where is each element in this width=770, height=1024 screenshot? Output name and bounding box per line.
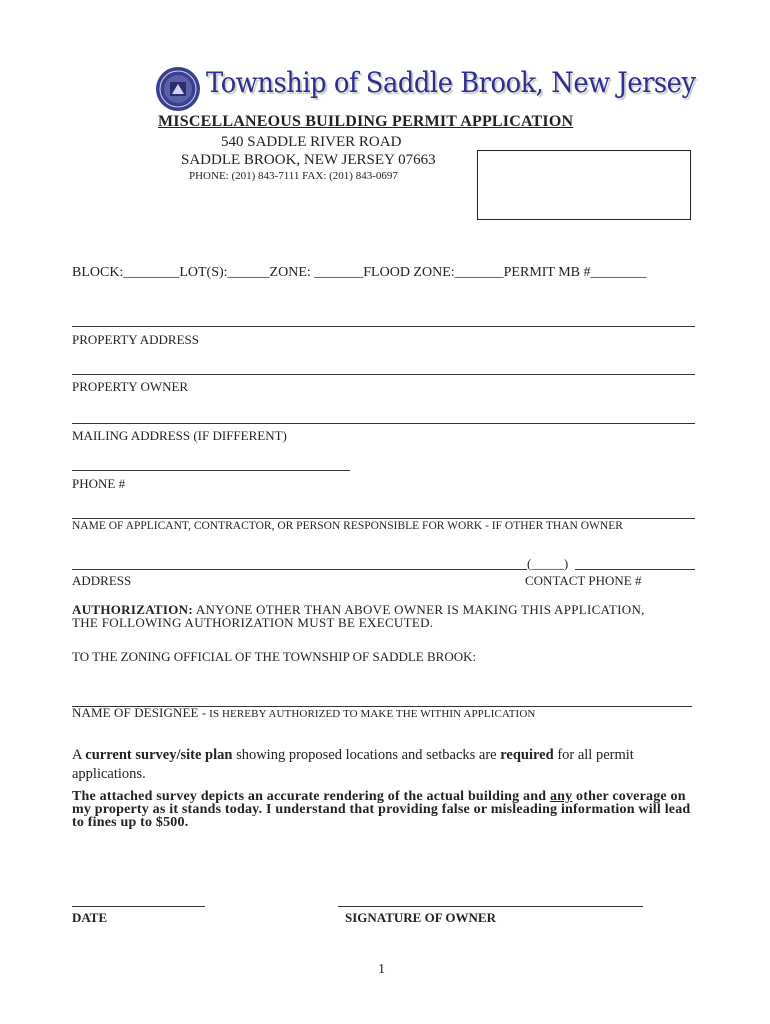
designee-authorization-text: IS HEREBY AUTHORIZED TO MAKE THE WITHIN APPLICATION [206,708,536,720]
survey-middle: showing proposed locations and setbacks are [232,747,501,763]
address-label: ADDRESS [72,573,132,588]
owner-signature-label: SIGNATURE OF OWNER [345,910,496,925]
designee-label: NAME OF DESIGNEE - [72,705,207,720]
contact-phone-field[interactable] [575,569,695,570]
property-address-label: PROPERTY ADDRESS [72,332,199,347]
false-information-notice [72,790,702,829]
contact-phone-label: CONTACT PHONE # [525,573,642,588]
office-phone-fax: PHONE: (201) 843-7111 FAX: (201) 843-0697 [189,170,398,182]
office-address-line1: 540 SADDLE RIVER ROAD [221,134,402,150]
notice-underlined: any [549,789,573,804]
survey-bold-term: current survey/site plan [85,747,233,763]
survey-suffix: for all permit applications. [72,747,634,782]
mailing-address-field[interactable] [72,423,695,424]
address-field[interactable] [72,569,527,570]
township-seal-logo [155,66,201,112]
phone-label: PHONE # [72,476,126,491]
office-address-line2: SADDLE BROOK, NEW JERSEY 07663 [181,152,436,168]
notice-part2: other coverage on my property as it stands today. I understand that providing false or misleading information will lead to fines up to $500. [72,789,691,830]
designee-line [72,705,535,721]
survey-required-term: required [500,747,554,763]
page-title: MISCELLANEOUS BUILDING PERMIT APPLICATION [158,113,574,130]
authorization-text-line1: ANYONE OTHER THAN ABOVE OWNER IS MAKING THIS APPLICATION, [192,602,645,617]
property-address-field[interactable] [72,326,695,327]
office-use-box[interactable] [477,150,691,220]
applicant-label: NAME OF APPLICANT, CONTRACTOR, OR PERSON RESPONSIBLE FOR WORK - IF OTHER THAN OWNER [72,520,623,532]
date-field[interactable] [72,906,205,907]
authorization-notice [72,603,645,629]
township-logo-text: Township of Saddle Brook, New Jersey [206,66,696,99]
applicant-field[interactable] [72,518,695,519]
page-number: 1 [378,962,385,977]
property-owner-field[interactable] [72,374,695,375]
notice-part1: The attached survey depicts an accurate rendering of the actual building and [72,789,550,804]
owner-signature-field[interactable] [338,906,643,907]
mailing-address-label: MAILING ADDRESS (IF DIFFERENT) [72,428,287,443]
contact-phone-area-code[interactable]: (_____) [527,556,569,571]
phone-field[interactable] [72,470,350,471]
survey-requirement-text [72,746,702,784]
block-lot-zone-line[interactable]: BLOCK:________LOT(S):______ZONE: _______FLOOD ZONE:_______PERMIT MB #________ [72,265,647,280]
authorization-label: AUTHORIZATION: [72,602,193,617]
authorization-text-line2: THE FOLLOWING AUTHORIZATION MUST BE EXECUTED. [72,615,434,630]
survey-prefix: A [72,747,86,763]
property-owner-label: PROPERTY OWNER [72,379,189,394]
zoning-official-salutation: TO THE ZONING OFFICIAL OF THE TOWNSHIP OF SADDLE BROOK: [72,649,477,664]
date-label: DATE [72,910,108,925]
